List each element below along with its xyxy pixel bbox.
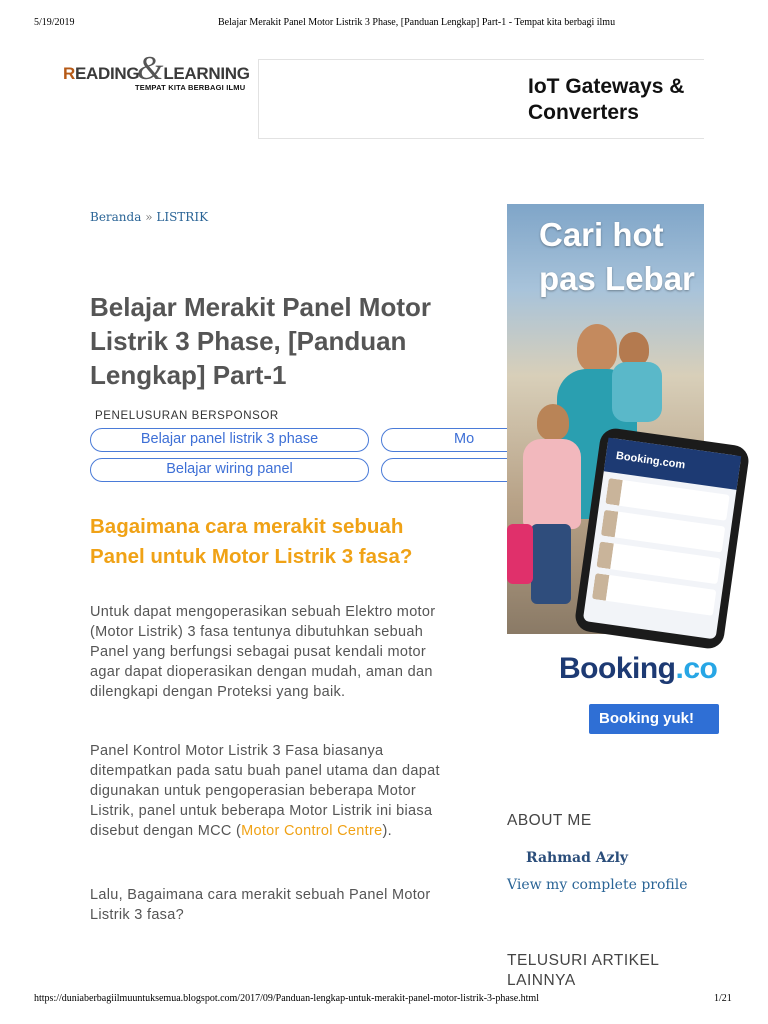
paragraph-3: Lalu, Bagaimana cara merakit sebuah Panel Motor Listrik 3 fasa?: [90, 887, 431, 923]
author-name[interactable]: Rahmad Azly: [526, 850, 629, 866]
sponsored-link-3[interactable]: Belajar wiring panel: [90, 458, 369, 482]
print-page-number: 1/21: [714, 993, 732, 1004]
print-date: 5/19/2019: [34, 17, 75, 28]
logo-ampersand: &: [137, 50, 164, 87]
logo-tagline: TEMPAT KITA BERBAGI ILMU: [135, 83, 246, 92]
profile-link[interactable]: View my complete profile: [507, 877, 688, 893]
paragraph-2: [90, 741, 445, 841]
booking-logo-suffix: .co: [675, 652, 718, 685]
post-title: Belajar Merakit Panel Motor Listrik 3 Phase, [Panduan Lengkap] Part-1: [90, 292, 431, 390]
side-booking-ad[interactable]: [507, 204, 718, 749]
phone-screen: [583, 438, 741, 640]
print-page-title: Belajar Merakit Panel Motor Listrik 3 Phase, [Panduan Lengkap] Part-1 - Tempat kita berbagi ilmu: [218, 17, 616, 28]
phone-app-bar: Booking.com: [604, 438, 741, 490]
booking-cta-button[interactable]: Booking yuk!: [589, 704, 719, 734]
about-me-heading: ABOUT ME: [507, 812, 592, 829]
breadcrumb-separator: »: [145, 210, 153, 224]
booking-logo-main: Booking: [559, 652, 676, 685]
sponsored-label: PENELUSURAN BERSPONSOR: [95, 410, 279, 422]
ad-shopping-bag: [507, 524, 533, 584]
motor-control-centre-link[interactable]: Motor Control Centre: [241, 823, 383, 839]
logo-learning: LEARNING: [163, 64, 250, 83]
breadcrumb-home[interactable]: Beranda: [90, 210, 142, 224]
print-url: https://duniaberbagiilmuuntuksemua.blogspot.com/2017/09/Panduan-lengkap-untuk-merakit-panel-motor-listrik-3-phase.html: [34, 993, 539, 1004]
sponsored-link-2[interactable]: Mo: [381, 428, 541, 452]
breadcrumb-category[interactable]: LISTRIK: [156, 210, 209, 224]
logo-reading: EADING: [74, 64, 140, 83]
paragraph-2-text: Panel Kontrol Motor Listrik 3 Fasa biasanya ditempatkan pada satu buah panel utama dan dapat digunakan untuk pengoperasian beberapa Motor Listrik, panel untuk beberapa Motor Listrik ini biasa disebut dengan MCC (: [90, 743, 440, 839]
ad-girl-head: [537, 404, 569, 440]
ad-girl-jeans: [531, 524, 571, 604]
ad-child-head: [619, 332, 649, 366]
booking-logo: [559, 652, 717, 686]
ad-person-head: [577, 324, 617, 372]
ad-headline-line2: pas Lebar: [539, 260, 695, 297]
explore-heading: TELUSURI ARTIKEL LAINNYA: [507, 952, 659, 989]
paragraph-1: Untuk dapat mengoperasikan sebuah Elektro motor (Motor Listrik) 3 fasa tentunya dibutuhkan sebuah Panel yang berfungsi sebagai pusat kendali motor agar dapat dioperasikan dengan mudah, aman dan dilengkapi dengan Proteksi yang baik.: [90, 604, 436, 700]
sponsored-link-1[interactable]: Belajar panel listrik 3 phase: [90, 428, 369, 452]
ad-child-dress: [612, 362, 662, 422]
top-ad-text[interactable]: IoT Gateways & Converters: [528, 75, 685, 124]
ad-photo: [507, 204, 704, 634]
ad-headline-line1: Cari hot: [539, 216, 664, 253]
ad-girl-shirt: [523, 439, 581, 529]
logo-r: R: [63, 64, 75, 83]
phone-illustration: [573, 427, 750, 651]
paragraph-2-end: ).: [382, 823, 392, 839]
post-subheading: Bagaimana cara merakit sebuah Panel untuk Motor Listrik 3 fasa?: [90, 515, 413, 568]
